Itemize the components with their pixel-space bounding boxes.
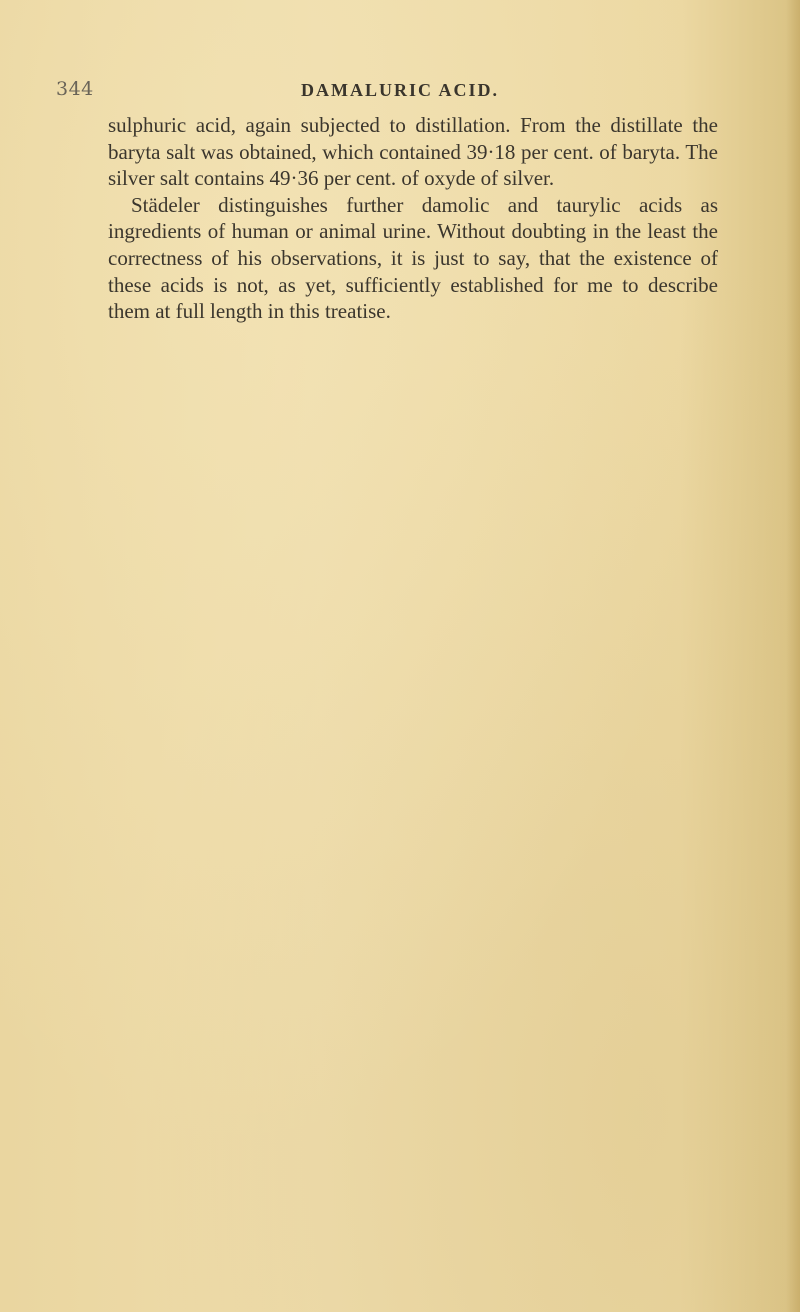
- page-number: 344: [56, 78, 94, 100]
- body-text: [108, 112, 718, 325]
- paragraph-continuation: sulphuric acid, again subjected to distillation. From the distillate the baryta salt was obtained, which contained 39·18 per cent. of baryta. The silver salt contains 49·36 per cent. of oxyde of silver.: [108, 113, 718, 191]
- paragraph-stadeler: Städeler distinguishes further damolic and taurylic acids as ingredients of human or animal urine. Without doubting in the least the correctness of his observations, it is just to say, that the existence of these acids is not, as yet, sufficiently established for me to describe them at full length in this treatise.: [108, 192, 718, 324]
- running-head: DAMALURIC ACID.: [300, 80, 499, 100]
- page-edge-shadow: [786, 0, 800, 1312]
- page-header: [0, 74, 800, 104]
